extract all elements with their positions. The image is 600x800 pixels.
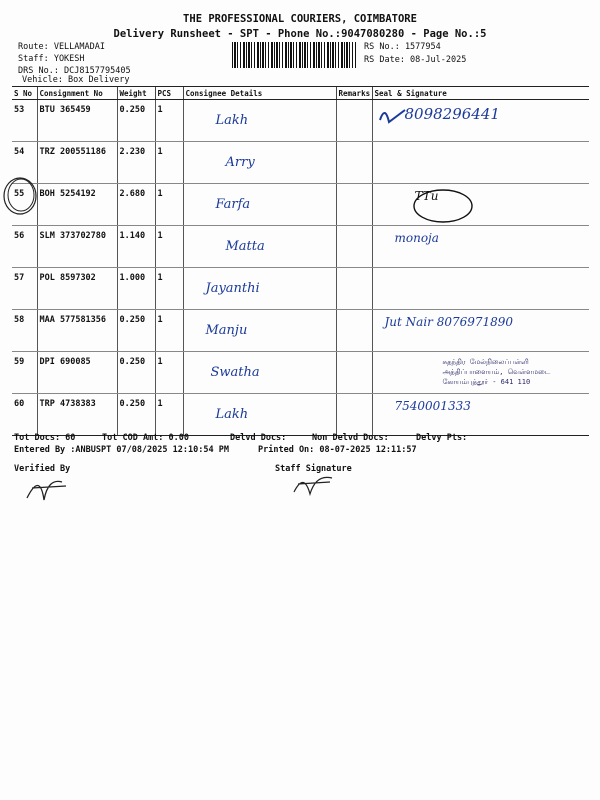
company-title: THE PROFESSIONAL COURIERS, COIMBATORE xyxy=(183,13,417,25)
pen-circle-mark xyxy=(412,188,474,224)
row-seal xyxy=(372,352,589,394)
row-weight: 1.140 xyxy=(117,226,155,268)
row-remarks xyxy=(336,142,372,184)
table-row xyxy=(12,226,589,268)
col-sno: S No xyxy=(12,87,37,100)
consignee-signature: Lakh xyxy=(215,113,249,128)
row-pcs: 1 xyxy=(155,394,183,436)
printed-on: Printed On: 08-07-2025 12:11:57 xyxy=(258,445,417,455)
row-consignment: DPI 690085 xyxy=(37,352,117,394)
vehicle-label: Vehicle: Box Delivery xyxy=(22,75,130,85)
total-docs: Tot Docs: 60 xyxy=(14,433,76,443)
row-sno: 55 xyxy=(12,184,37,226)
row-remarks xyxy=(336,394,372,436)
row-remarks xyxy=(336,268,372,310)
total-cod: Tot COD Amt: 0.00 xyxy=(102,433,189,443)
row-consignment: TRP 4738383 xyxy=(37,394,117,436)
row-weight: 0.250 xyxy=(117,394,155,436)
row-sno: 57 xyxy=(12,268,37,310)
verified-by-label: Verified By xyxy=(14,464,71,474)
row-consignee xyxy=(183,184,336,226)
table-header-row xyxy=(12,87,589,100)
rs-number: RS No.: 1577954 xyxy=(364,42,441,52)
row-consignee xyxy=(183,142,336,184)
seal-signature: monoja xyxy=(394,231,439,245)
staff-label: Staff: YOKESH xyxy=(18,54,85,64)
row-sno: 59 xyxy=(12,352,37,394)
drs-label: DRS No.: DCJ8157795405 xyxy=(18,66,131,76)
seal-signature: 8098296441 xyxy=(404,105,500,123)
table-row xyxy=(12,394,589,436)
consignee-signature: Arry xyxy=(225,155,255,170)
row-sno: 53 xyxy=(12,100,37,142)
row-seal xyxy=(372,310,589,352)
row-consignment: POL 8597302 xyxy=(37,268,117,310)
col-seal-signature: Seal & Signature xyxy=(372,87,589,100)
tick-mark xyxy=(375,100,415,130)
row-seal xyxy=(372,142,589,184)
row-remarks xyxy=(336,100,372,142)
table-row xyxy=(12,352,589,394)
row-consignment: BOH 5254192 xyxy=(37,184,117,226)
consignee-signature: Manju xyxy=(205,323,248,338)
row-seal xyxy=(372,226,589,268)
consignee-signature: Matta xyxy=(225,239,265,254)
row-pcs: 1 xyxy=(155,142,183,184)
decorative-arrow xyxy=(60,60,110,78)
row-consignee xyxy=(183,268,336,310)
col-pcs: PCS xyxy=(155,87,183,100)
row-weight: 0.250 xyxy=(117,100,155,142)
school-stamp-line: கோயம்புத்தூர் - 641 110 xyxy=(442,378,531,386)
delivered-docs: Delvd Docs: xyxy=(230,433,287,443)
table-row xyxy=(12,310,589,352)
row-pcs: 1 xyxy=(155,310,183,352)
col-weight: Weight xyxy=(117,87,155,100)
row-weight: 0.250 xyxy=(117,310,155,352)
row-consignment: MAA 577581356 xyxy=(37,310,117,352)
row-pcs: 1 xyxy=(155,352,183,394)
col-remarks: Remarks xyxy=(336,87,372,100)
row-pcs: 1 xyxy=(155,226,183,268)
pen-circle-mark xyxy=(0,174,40,218)
staff-signature-label: Staff Signature xyxy=(275,464,352,474)
consignee-signature: Swatha xyxy=(210,365,260,380)
row-consignee xyxy=(183,394,336,436)
barcode-image xyxy=(232,42,356,68)
row-seal xyxy=(372,184,589,226)
table-row xyxy=(12,184,589,226)
row-seal xyxy=(372,394,589,436)
school-stamp-line: அத்திப்பாளையம், வெள்ளமடை xyxy=(442,368,551,376)
col-consignment: Consignment No xyxy=(37,87,117,100)
row-pcs: 1 xyxy=(155,184,183,226)
row-sno: 54 xyxy=(12,142,37,184)
row-weight: 2.230 xyxy=(117,142,155,184)
route-label: Route: VELLAMADAI xyxy=(18,42,105,52)
entered-by: Entered By :ANBUSPT 07/08/2025 12:10:54 PM xyxy=(14,445,229,455)
delivery-table xyxy=(12,86,589,436)
row-remarks xyxy=(336,352,372,394)
row-pcs: 1 xyxy=(155,100,183,142)
row-consignee xyxy=(183,100,336,142)
consignee-signature: Lakh xyxy=(215,407,249,422)
non-delivered-docs: Non Delvd Docs: xyxy=(312,433,389,443)
verifier-signature xyxy=(22,470,72,504)
table-row xyxy=(12,142,589,184)
row-consignee xyxy=(183,310,336,352)
row-seal xyxy=(372,268,589,310)
col-consignee: Consignee Details xyxy=(183,87,336,100)
row-weight: 0.250 xyxy=(117,352,155,394)
consignee-signature: Farfa xyxy=(215,197,251,212)
row-sno: 56 xyxy=(12,226,37,268)
row-remarks xyxy=(336,310,372,352)
seal-signature: 7540001333 xyxy=(394,399,471,413)
staff-signature xyxy=(290,468,340,498)
runsheet-subtitle: Delivery Runsheet - SPT - Phone No.:9047080280 - Page No.:5 xyxy=(113,28,487,40)
row-remarks xyxy=(336,184,372,226)
row-remarks xyxy=(336,226,372,268)
row-consignment: BTU 365459 xyxy=(37,100,117,142)
row-consignment: TRZ 200551186 xyxy=(37,142,117,184)
rs-date: RS Date: 08-Jul-2025 xyxy=(364,55,467,65)
row-sno: 60 xyxy=(12,394,37,436)
table-row xyxy=(12,268,589,310)
row-consignment: SLM 373702780 xyxy=(37,226,117,268)
row-sno: 58 xyxy=(12,310,37,352)
delivery-points: Delvy Pts: xyxy=(416,433,468,443)
consignee-signature: Jayanthi xyxy=(205,281,260,296)
school-stamp-line: சுதந்திர மேல்நிலைப்பள்ளி xyxy=(442,358,529,366)
row-weight: 1.000 xyxy=(117,268,155,310)
row-weight: 2.680 xyxy=(117,184,155,226)
seal-signature: TTu xyxy=(414,189,439,203)
row-consignee xyxy=(183,226,336,268)
row-consignee xyxy=(183,352,336,394)
seal-signature: Jut Nair 8076971890 xyxy=(384,315,514,329)
table-row xyxy=(12,100,589,142)
row-pcs: 1 xyxy=(155,268,183,310)
